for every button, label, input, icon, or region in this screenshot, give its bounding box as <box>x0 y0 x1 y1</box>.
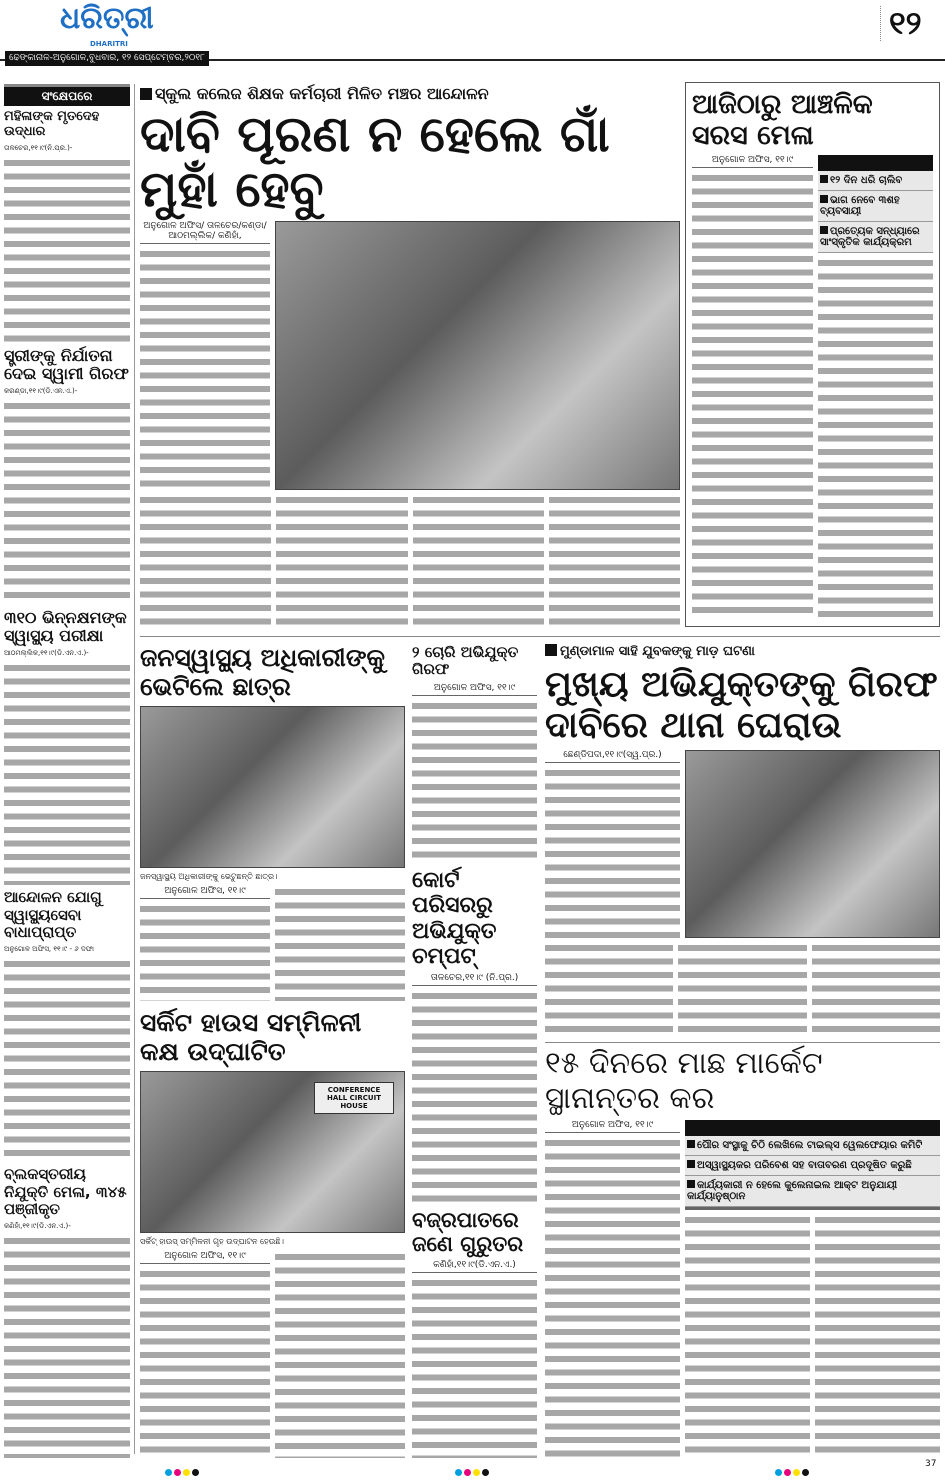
market-highlight: କାର୍ଯ୍ୟକାରୀ ନ ହେଲେ କୁଲେନାଇଲ ଆକ୍ଟ ଅନୁଯାୟୀ କାର୍ଯ୍ୟାନୁଷ୍ଠାନ <box>685 1176 940 1207</box>
circuit-body <box>140 1268 270 1458</box>
narrow-column <box>412 644 537 1458</box>
market-highlight: ପୌର ସଂସ୍ଥାକୁ ଚିଠି ଲେଖିଲେ ଟାଇଲ୍ସ ୱେଲଫେୟାର କମିଟି <box>685 1136 940 1156</box>
lightning-body <box>412 1277 537 1458</box>
market-story <box>545 1047 940 1458</box>
brief-column <box>4 84 130 1458</box>
students-body <box>275 886 405 1001</box>
market-body <box>685 1214 810 1458</box>
lightning-headline: ବଜ୍ରପାତରେ ଜଣେ ଗୁରୁତର <box>412 1207 524 1256</box>
fair-highlight: ଭାଗ ନେବେ ୩ଶହ ବ୍ୟବସାୟୀ <box>818 191 933 222</box>
date-bar: ଢେଙ୍କାନାଳ-ଅନୁଗୋଳ,ବୁଧବାର, ୧୨ ସେପ୍ଟେମ୍ବର,୨୦୧୮ <box>5 51 209 66</box>
brief-dateline: କଣିହାଁ,୧୧।୯(ଡି.ଏନ.ଏ.)- <box>4 1222 71 1231</box>
masthead-logo: ଧରିତ୍ରୀ <box>60 1 154 36</box>
police-body <box>545 767 680 938</box>
lead-body <box>140 248 270 490</box>
police-kicker: ମୁଣ୍ଡାମାଳ ସାହି ଯୁବକଙ୍କୁ ମାଡ଼ ଘଟଣା <box>545 644 940 660</box>
brief-dateline: ତାଳଚେର,୧୧।୯(ନି.ପ୍ର.)- <box>4 143 73 152</box>
page-number: ୧୨ <box>880 6 922 41</box>
thieves-dateline: ଅନୁଗୋଳ ଅଫିସ, ୧୧।୯ <box>412 683 537 696</box>
market-body <box>545 1137 680 1458</box>
brief-body <box>4 1235 130 1458</box>
circuit-dateline: ଅନୁଗୋଳ ଅଫିସ, ୧୧।୯ <box>140 1251 270 1264</box>
print-marks <box>455 1461 491 1480</box>
court-headline: କୋର୍ଟ ପରିସରରୁ ଅଭିଯୁକ୍ତ ଚମ୍ପଟ୍ <box>412 867 497 969</box>
circuit-caption: ସର୍କିଟ୍ ହାଉସ୍ ସମ୍ମିଳନୀ ଗୃହ ଉଦ୍‌ଘାଟନ ହେଉଛି। <box>140 1237 285 1247</box>
police-body <box>812 942 940 1036</box>
brief-header: ସଂକ୍ଷେପରେ <box>4 84 130 106</box>
police-headline: ମୁଖ୍ୟ ଅଭିଯୁକ୍ତଙ୍କୁ ଗିରଫ ଦାବିରେ ଥାନା ଘେରାଉ <box>545 663 938 746</box>
market-highlights <box>685 1120 940 1210</box>
market-dateline: ଅନୁଗୋଳ ଅଫିସ, ୧୧।୯ <box>545 1120 680 1133</box>
lightning-dateline: କଣିହାଁ,୧୧।୯(ଡି.ଏନ.ଏ.) <box>412 1260 537 1273</box>
fair-dateline: ଅନୁଗୋଳ ଅଫିସ, ୧୧।୯ <box>692 155 813 168</box>
circuit-body <box>275 1251 405 1458</box>
column-divider <box>134 84 135 1454</box>
circuit-photo <box>140 1071 405 1234</box>
lead-body <box>413 494 544 629</box>
market-headline: ୧୫ ଦିନରେ ମାଛ ମାର୍କେଟ ସ୍ଥାନାନ୍ତର କର <box>545 1046 823 1116</box>
section-rule <box>140 636 940 637</box>
middle-left-column <box>140 644 405 1458</box>
lead-body <box>276 494 407 629</box>
brief-headline: ୩୧୦ ଭିନ୍ନକ୍ଷମଙ୍କ ସ୍ୱାସ୍ଥ୍ୟ ପରୀକ୍ଷା <box>4 607 127 646</box>
court-body <box>412 990 537 1204</box>
section-rule <box>545 1042 940 1043</box>
police-body <box>545 942 673 1036</box>
brief-headline: ସ୍ତ୍ରୀଙ୍କୁ ନିର୍ଯାତନା ଦେଇ ସ୍ୱାମୀ ଗିରଫ <box>4 345 129 383</box>
brief-body <box>4 157 130 343</box>
brief-body <box>4 662 130 885</box>
brief-body <box>4 958 130 1162</box>
brief-dateline: କରଣ୍ଡା,୧୧।୯(ଡି.ଏନ.ଏ.)- <box>4 387 78 396</box>
lead-story <box>140 84 680 629</box>
market-body <box>815 1214 940 1458</box>
lead-photo <box>275 221 680 490</box>
students-dateline: ଅନୁଗୋଳ ଅଫିସ, ୧୧।୯ <box>140 886 270 899</box>
brief-headline: ବ୍ଲକସ୍ତରୀୟ ନିଯୁକ୍ତି ମେଳା, ୩୪୫ ପଞ୍ଜୀକୃତ <box>4 1165 127 1218</box>
students-headline: ଜନସ୍ୱାସ୍ଥ୍ୟ ଅଧିକାରୀଙ୍କୁ ଭେଟିଲେ ଛାତ୍ର <box>140 643 386 701</box>
police-body <box>678 942 806 1036</box>
police-photo <box>685 750 940 938</box>
police-dateline: ଛେଣ୍ଡିପଦା,୧୧।୯(ସ୍ୱ.ପ୍ର.) <box>545 750 680 763</box>
police-story <box>545 644 940 1036</box>
print-marks <box>775 1461 811 1480</box>
brief-dateline: ଅନୁଗୋଳ ଅଫିସ, ୧୧।୯ - ୬ ଦଫା <box>4 945 95 954</box>
fair-body <box>692 172 813 620</box>
lead-dateline: ଅନୁଗୋଳ ଅଫିସ/ ତାଳଚେର/କଣ୍ଡା/ଆଠମଲ୍ଲିକ/ କଣିହାଁ, <box>140 221 270 244</box>
lead-kicker: ସ୍କୁଲ କଲେଜ ଶିକ୍ଷକ କର୍ମଚାରୀ ମିଳିତ ମଞ୍ଚର ଆନ୍ଦୋଳନ <box>140 84 680 103</box>
print-marks <box>165 1461 201 1480</box>
brief-dateline: ଆଠମଲ୍ଲିକ,୧୧।୯(ଡି.ଏନ.ଏ.)- <box>4 649 89 658</box>
lead-body <box>549 494 680 629</box>
students-caption: ଜନସ୍ୱାସ୍ଥ୍ୟ ଅଧିକାରୀଙ୍କୁ ଭେଟୁଛନ୍ତି ଛାତ୍ର। <box>140 872 278 882</box>
lead-headline: ଦାବି ପୂରଣ ନ ହେଲେ ଗାଁ ମୁହାଁ ହେବୁ <box>140 105 610 219</box>
fair-highlights <box>818 155 933 253</box>
fair-box <box>685 82 940 627</box>
brief-headline: ଆନ୍ଦୋଳନ ଯୋଗୁ ସ୍ୱାସ୍ଥ୍ୟସେବା ବାଧାପ୍ରାପ୍ତ <box>4 888 102 941</box>
brief-body <box>4 400 130 604</box>
fair-headline: ଆଜିଠାରୁ ଆଞ୍ଚଳିକ ସରସ ମେଳା <box>692 89 873 152</box>
market-highlight: ଅସ୍ୱାସ୍ଥ୍ୟକର ପରିବେଶ ସହ ବାତାବରଣ ପ୍ରଦୂଷିତ କରୁଛି <box>685 1156 940 1176</box>
thieves-body <box>412 700 537 864</box>
brief-headline: ମହିଳାଙ୍କ ମୃତଦେହ ଉଦ୍ଧାର <box>4 109 100 139</box>
fair-highlight: ପ୍ରତ୍ୟେକ ସନ୍ଧ୍ୟାରେ ସାଂସ୍କୃତିକ କାର୍ଯ୍ୟକ୍ରମ <box>818 222 933 253</box>
lead-body <box>140 494 271 629</box>
circuit-headline: ସର୍କିଟ ହାଉସ ସମ୍ମିଳନୀ କକ୍ଷ ଉଦ୍‌ଘାଟିତ <box>140 1008 362 1066</box>
circuit-plaque: CONFERENCE HALL CIRCUIT HOUSE <box>314 1082 394 1114</box>
fair-body <box>818 257 933 620</box>
court-dateline: ତାଳଚେର,୧୧।୯ (ନି.ପ୍ର.) <box>412 973 537 986</box>
students-body <box>140 903 270 1001</box>
footer-page: 37 <box>925 1459 937 1469</box>
fair-highlight: ୧୨ ଦିନ ଧରି ଚାଲିବ <box>818 171 933 191</box>
students-photo <box>140 706 405 869</box>
masthead-logo-sub: DHARITRI <box>90 40 128 48</box>
thieves-headline: ୨ ଚୋରି ଅଭିଯୁକ୍ତ ଗିରଫ <box>412 643 519 679</box>
